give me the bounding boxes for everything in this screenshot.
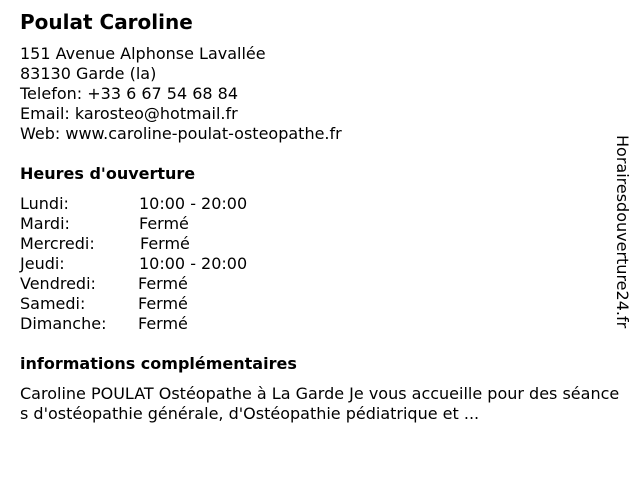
hours-value: Fermé xyxy=(139,214,189,233)
additional-info-text: Caroline POULAT Ostéopathe à La Garde Je vous accueille pour des séances d'ostéopathie générale, d'Ostéopathie pédiatrique et ... xyxy=(20,384,620,423)
hours-value: Fermé xyxy=(138,274,188,293)
day-label: Mercredi: xyxy=(20,234,95,253)
address-street: 151 Avenue Alphonse Lavallée xyxy=(20,44,266,63)
day-label: Lundi: xyxy=(20,194,69,213)
website-line: Web: www.caroline-poulat-osteopathe.fr xyxy=(20,124,342,143)
hours-value: 10:00 - 20:00 xyxy=(139,254,248,273)
day-label: Jeudi: xyxy=(20,254,65,273)
phone-line: Telefon: +33 6 67 54 68 84 xyxy=(20,84,239,103)
page-title: Poulat Caroline xyxy=(20,10,193,34)
contact-details xyxy=(20,44,342,144)
site-watermark: Horairesdouverture24.fr xyxy=(613,135,632,329)
address-city: 83130 Garde (la) xyxy=(20,64,157,83)
hours-value: 10:00 - 20:00 xyxy=(139,194,248,213)
hours-value: Fermé xyxy=(140,234,190,253)
opening-hours-heading: Heures d'ouverture xyxy=(20,164,196,183)
hours-value: Fermé xyxy=(138,294,188,313)
hours-value: Fermé xyxy=(138,314,188,333)
email-line: Email: karosteo@hotmail.fr xyxy=(20,104,238,123)
day-label: Dimanche: xyxy=(20,314,107,333)
additional-info-heading: informations complémentaires xyxy=(20,354,297,373)
day-label: Samedi: xyxy=(20,294,86,313)
day-label: Vendredi: xyxy=(20,274,96,293)
day-label: Mardi: xyxy=(20,214,70,233)
